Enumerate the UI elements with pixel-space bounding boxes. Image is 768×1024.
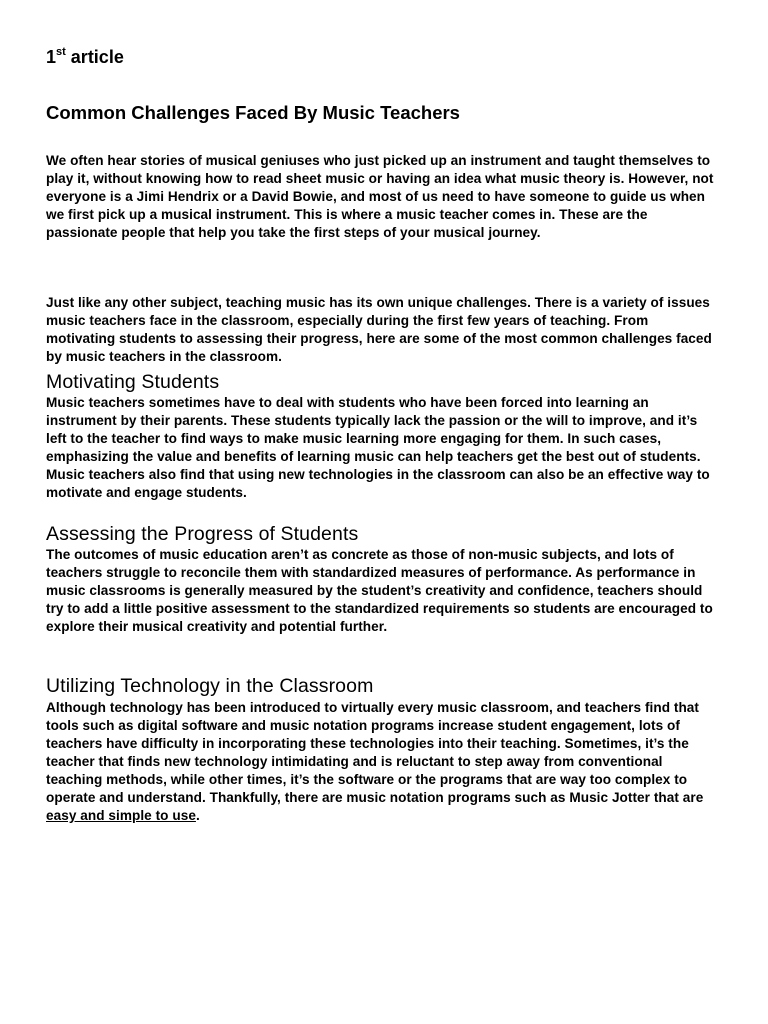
section-body-motivating-students: Music teachers sometimes have to deal with students who have been forced into learning an instrument by their parents. These students typically lack the passion or the will to improve, and it’s left to the teacher to find ways to make music learning more engaging for them. In such cases, emphasizing the value and benefits of learning music can help teachers get the best out of students. Music teachers also find that using new technologies in the classroom can also be an effective way to motivate and engage students. bbox=[46, 395, 710, 500]
section-heading-motivating-students: Motivating Students bbox=[46, 371, 220, 393]
section-body-utilizing-technology bbox=[46, 699, 716, 825]
document-page bbox=[46, 44, 726, 823]
section-heading-utilizing-technology: Utilizing Technology in the Classroom bbox=[46, 675, 374, 697]
article-label-text: article bbox=[65, 47, 124, 67]
section-body-end: . bbox=[195, 808, 200, 823]
section-heading-assessing-progress: Assessing the Progress of Students bbox=[46, 523, 359, 545]
easy-and-simple-to-use-link[interactable]: easy and simple to use bbox=[46, 808, 196, 823]
section-body-assessing-progress: The outcomes of music education aren’t as concrete as those of non-music subjects, and lots of teachers struggle to reconcile them with standardized measures of performance. As performance in music classrooms is generally measured by the student’s creativity and confidence, teachers should try to add a little positive assessment to the standardized requirements so students are encouraged to explore their musical creativity and potential further. bbox=[46, 547, 713, 634]
article-number: 1 bbox=[46, 47, 57, 67]
intro-paragraph-2: Just like any other subject, teaching music has its own unique challenges. There is a variety of issues music teachers face in the classroom, especially during the first few years of teaching. From motivating students to assessing their progress, here are some of the most common challenges faced by music teachers in the classroom. bbox=[46, 295, 712, 364]
section-body-text: Although technology has been introduced to virtually every music classroom, and teachers find that tools such as digital software and music notation programs increase student engagement, lots of teachers have difficulty in incorporating these technologies into their teaching. Sometimes, it’s the teacher that finds new technology intimidating and is reluctant to step away from conventional teaching methods, while other times, it’s the software or the programs that are way too complex to operate and understand. Thankfully, there are music notation programs such as Music Jotter that are bbox=[46, 700, 704, 805]
article-title: Common Challenges Faced By Music Teachers bbox=[46, 102, 460, 123]
article-number-suffix: st bbox=[56, 46, 66, 58]
article-number-label bbox=[46, 44, 726, 70]
intro-paragraph-1: We often hear stories of musical geniuses who just picked up an instrument and taught themselves to play it, without knowing how to read sheet music or having an idea what music theory is. However, not everyone is a Jimi Hendrix or a David Bowie, and most of us need to have someone to guide us when we first pick up a musical instrument. This is where a music teacher comes in. These are the passionate people that help you take the first steps of your musical journey. bbox=[46, 153, 714, 240]
